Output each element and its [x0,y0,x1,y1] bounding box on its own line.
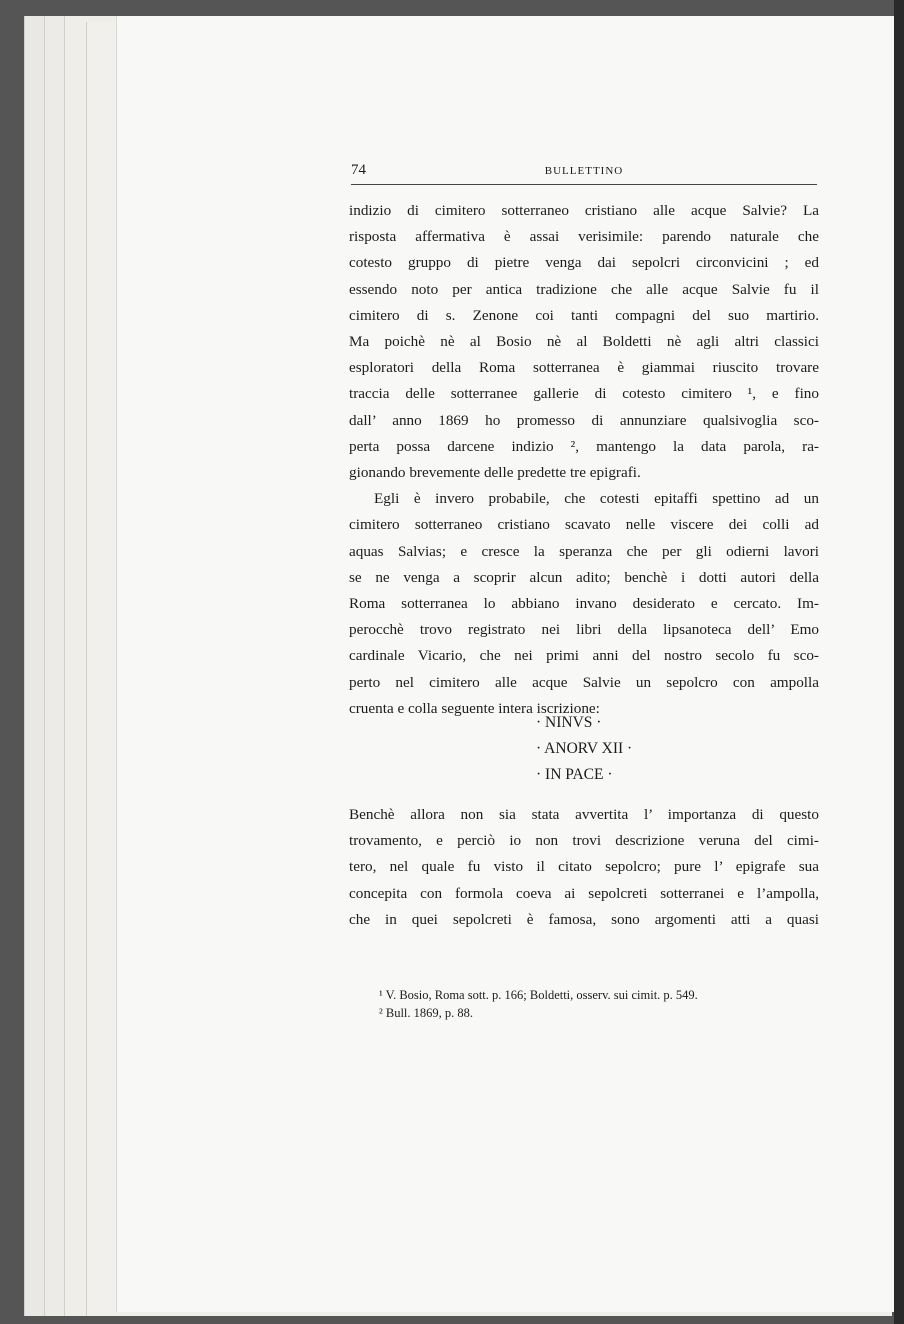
inscription-line: · NINVS · [536,714,602,731]
text-line: esploratori della Roma sotterranea è giammai riuscito trovare [349,359,819,377]
text-line: aquas Salvias; e cresce la speranza che per gli odierni lavori [349,542,819,560]
text-line: perto nel cimitero alle acque Salvie un sepolcro con ampolla [349,673,819,691]
text-line: Benchè allora non sia stata avvertita l’ importanza di questo [349,806,819,823]
text-line: Roma sotterranea lo abbiano invano desiderato e cercato. Im- [349,595,819,613]
page-number: 74 [351,162,366,178]
paragraph-2 [349,486,819,722]
text-line: dall’ anno 1869 ho promesso di annunziare qualsivoglia sco- [349,411,819,429]
text-line: cardinale Vicario, che nei primi anni del nostro secolo fu sco- [349,647,819,665]
footnote: ² Bull. 1869, p. 88. [379,1006,474,1020]
inscription-line: · IN PACE · [536,766,613,783]
scan-edge [894,0,904,1324]
footnotes [379,986,819,1022]
paragraph-1 [349,198,819,486]
footnote: ¹ V. Bosio, Roma sott. p. 166; Boldetti, osserv. sui cimit. p. 549. [379,988,698,1002]
text-line: che in quei sepolcreti è famosa, sono argomenti atti a quasi [349,910,819,928]
text-line: concepita con formola coeva ai sepolcreti sotterranei e l’ampolla, [349,884,819,902]
text-line: Ma poichè nè al Bosio nè al Boldetti nè agli altri classici [349,333,819,351]
text-line: trovamento, e perciò io non trovi descrizione veruna del cimi- [349,832,819,850]
text-line: perocchè trovo registrato nei libri della lipsanoteca dell’ Emo [349,621,819,639]
main-text [349,198,819,722]
inscription [349,710,819,788]
page-header [351,162,817,185]
text-line: essendo noto per antica tradizione che alle acque Salvie fu il [349,280,819,298]
text-line: cimitero di s. Zenone coi tanti compagni del suo martirio. [349,306,819,324]
text-line: gionando brevemente delle predette tre epigrafi. [349,464,641,482]
text-line: cimitero sotterraneo cristiano scavato nelle viscere dei colli ad [349,516,819,534]
text-line: Egli è invero probabile, che cotesti epitaffi spettino ad un [374,490,819,508]
text-line: traccia delle sotterranee gallerie di cotesto cimitero ¹, e fino [349,385,819,403]
text-line: tero, nel quale fu visto il citato sepolcro; pure l’ epigrafe sua [349,858,819,876]
running-head: BULLETTINO [544,165,624,177]
inscription-line: · ANORV XII · [536,740,633,757]
text-line: perta possa darcene indizio ², mantengo la data parola, ra- [349,437,819,455]
text-line: risposta affermativa è assai verisimile: parendo naturale che [349,228,819,246]
text-line: indizio di cimitero sotterraneo cristiano alle acque Salvie? La [349,202,819,219]
text-line: cruenta e colla seguente intera iscrizione: [349,699,600,717]
text-line: se ne venga a scoprir alcun adito; benchè i dotti autori della [349,568,819,586]
text-line: cotesto gruppo di pietre venga dai sepolcri circonvicini ; ed [349,254,819,272]
paragraph-3 [349,802,819,933]
